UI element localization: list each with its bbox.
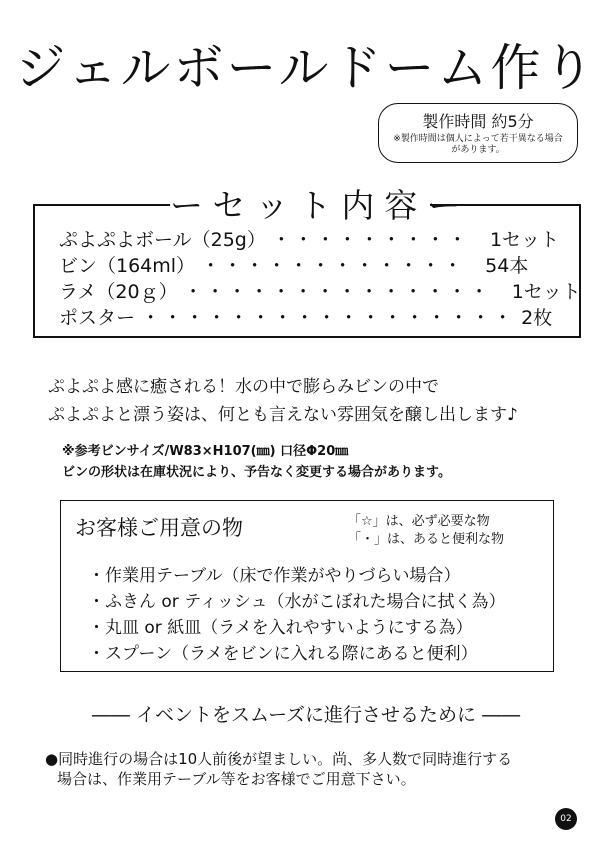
set-item-qty: 1セット [511, 281, 581, 303]
intro-line-2: ぷよぷよと漂う姿は、何とも言えない雰囲気を醸し出します♪ [48, 405, 518, 425]
prep-item: ・作業用テーブル（床で作業がやりづらい場合） [88, 566, 461, 586]
prep-item: ・スプーン（ラメをビンに入れる際にあると便利） [88, 644, 478, 664]
set-item-name: ラメ（20ｇ） [59, 281, 178, 303]
set-item-name: ポスター [59, 307, 136, 329]
set-item [59, 280, 581, 304]
set-item-dots: ・・・・・・・・・・・・・・ [183, 281, 492, 303]
set-item-qty: 54本 [485, 255, 529, 277]
footer-line-2: 場合は、作業用テーブル等をお客様でご用意下さい。 [57, 770, 416, 788]
production-time-note: ※製作時間は個人によって若干異なる場合があります。 [393, 134, 563, 155]
set-item-dots: ・・・・・・・・・・・・ [201, 255, 466, 277]
set-item [59, 306, 552, 330]
page-title: ジェルボールドーム作り [15, 39, 597, 97]
set-item-name: ビン（164ml） [59, 255, 196, 277]
page-number-badge: 02 [555, 808, 577, 830]
event-section-title: ―― イベントをスムーズに進行させるために ―― [91, 704, 521, 726]
set-item-dots: ・・・・・・・・・・・・・・・・・ [141, 307, 516, 329]
set-item-dots: ・・・・・・・・・ [271, 229, 470, 251]
bottle-size-note: ※参考ビンサイズ/W83×H107(㎜) 口径Φ20㎜ [62, 444, 349, 459]
bottle-shape-note: ビンの形状は在庫状況により、予告なく変更する場合があります。 [62, 465, 451, 480]
set-item [59, 254, 528, 278]
customer-prep-title: お客様ご用意の物 [75, 516, 243, 540]
set-item-qty: 2枚 [521, 307, 553, 329]
prep-item: ・ふきん or ティッシュ（水がこぼれた場合に拭く為） [88, 592, 506, 612]
set-item-qty: 1セット [489, 229, 560, 251]
set-contents-title: ーセット内容ー [170, 180, 430, 227]
legend-convenient: 「・」は、あると便利な物 [348, 532, 505, 547]
production-time-label: 製作時間 約5分 [422, 112, 534, 131]
footer-line-1: ●同時進行の場合は10人前後が望ましい。尚、多人数で同時進行する [45, 750, 513, 768]
legend-required: 「☆」は、必ず必要な物 [348, 514, 490, 529]
set-item-name: ぷよぷよボール（25g） [59, 229, 266, 251]
prep-item: ・丸皿 or 紙皿（ラメを入れやすいようにする為） [88, 618, 473, 638]
set-item [59, 228, 559, 252]
production-time-box [378, 103, 578, 163]
intro-line-1: ぷよぷよ感に癒される！水の中で膨らみビンの中で [48, 377, 439, 397]
